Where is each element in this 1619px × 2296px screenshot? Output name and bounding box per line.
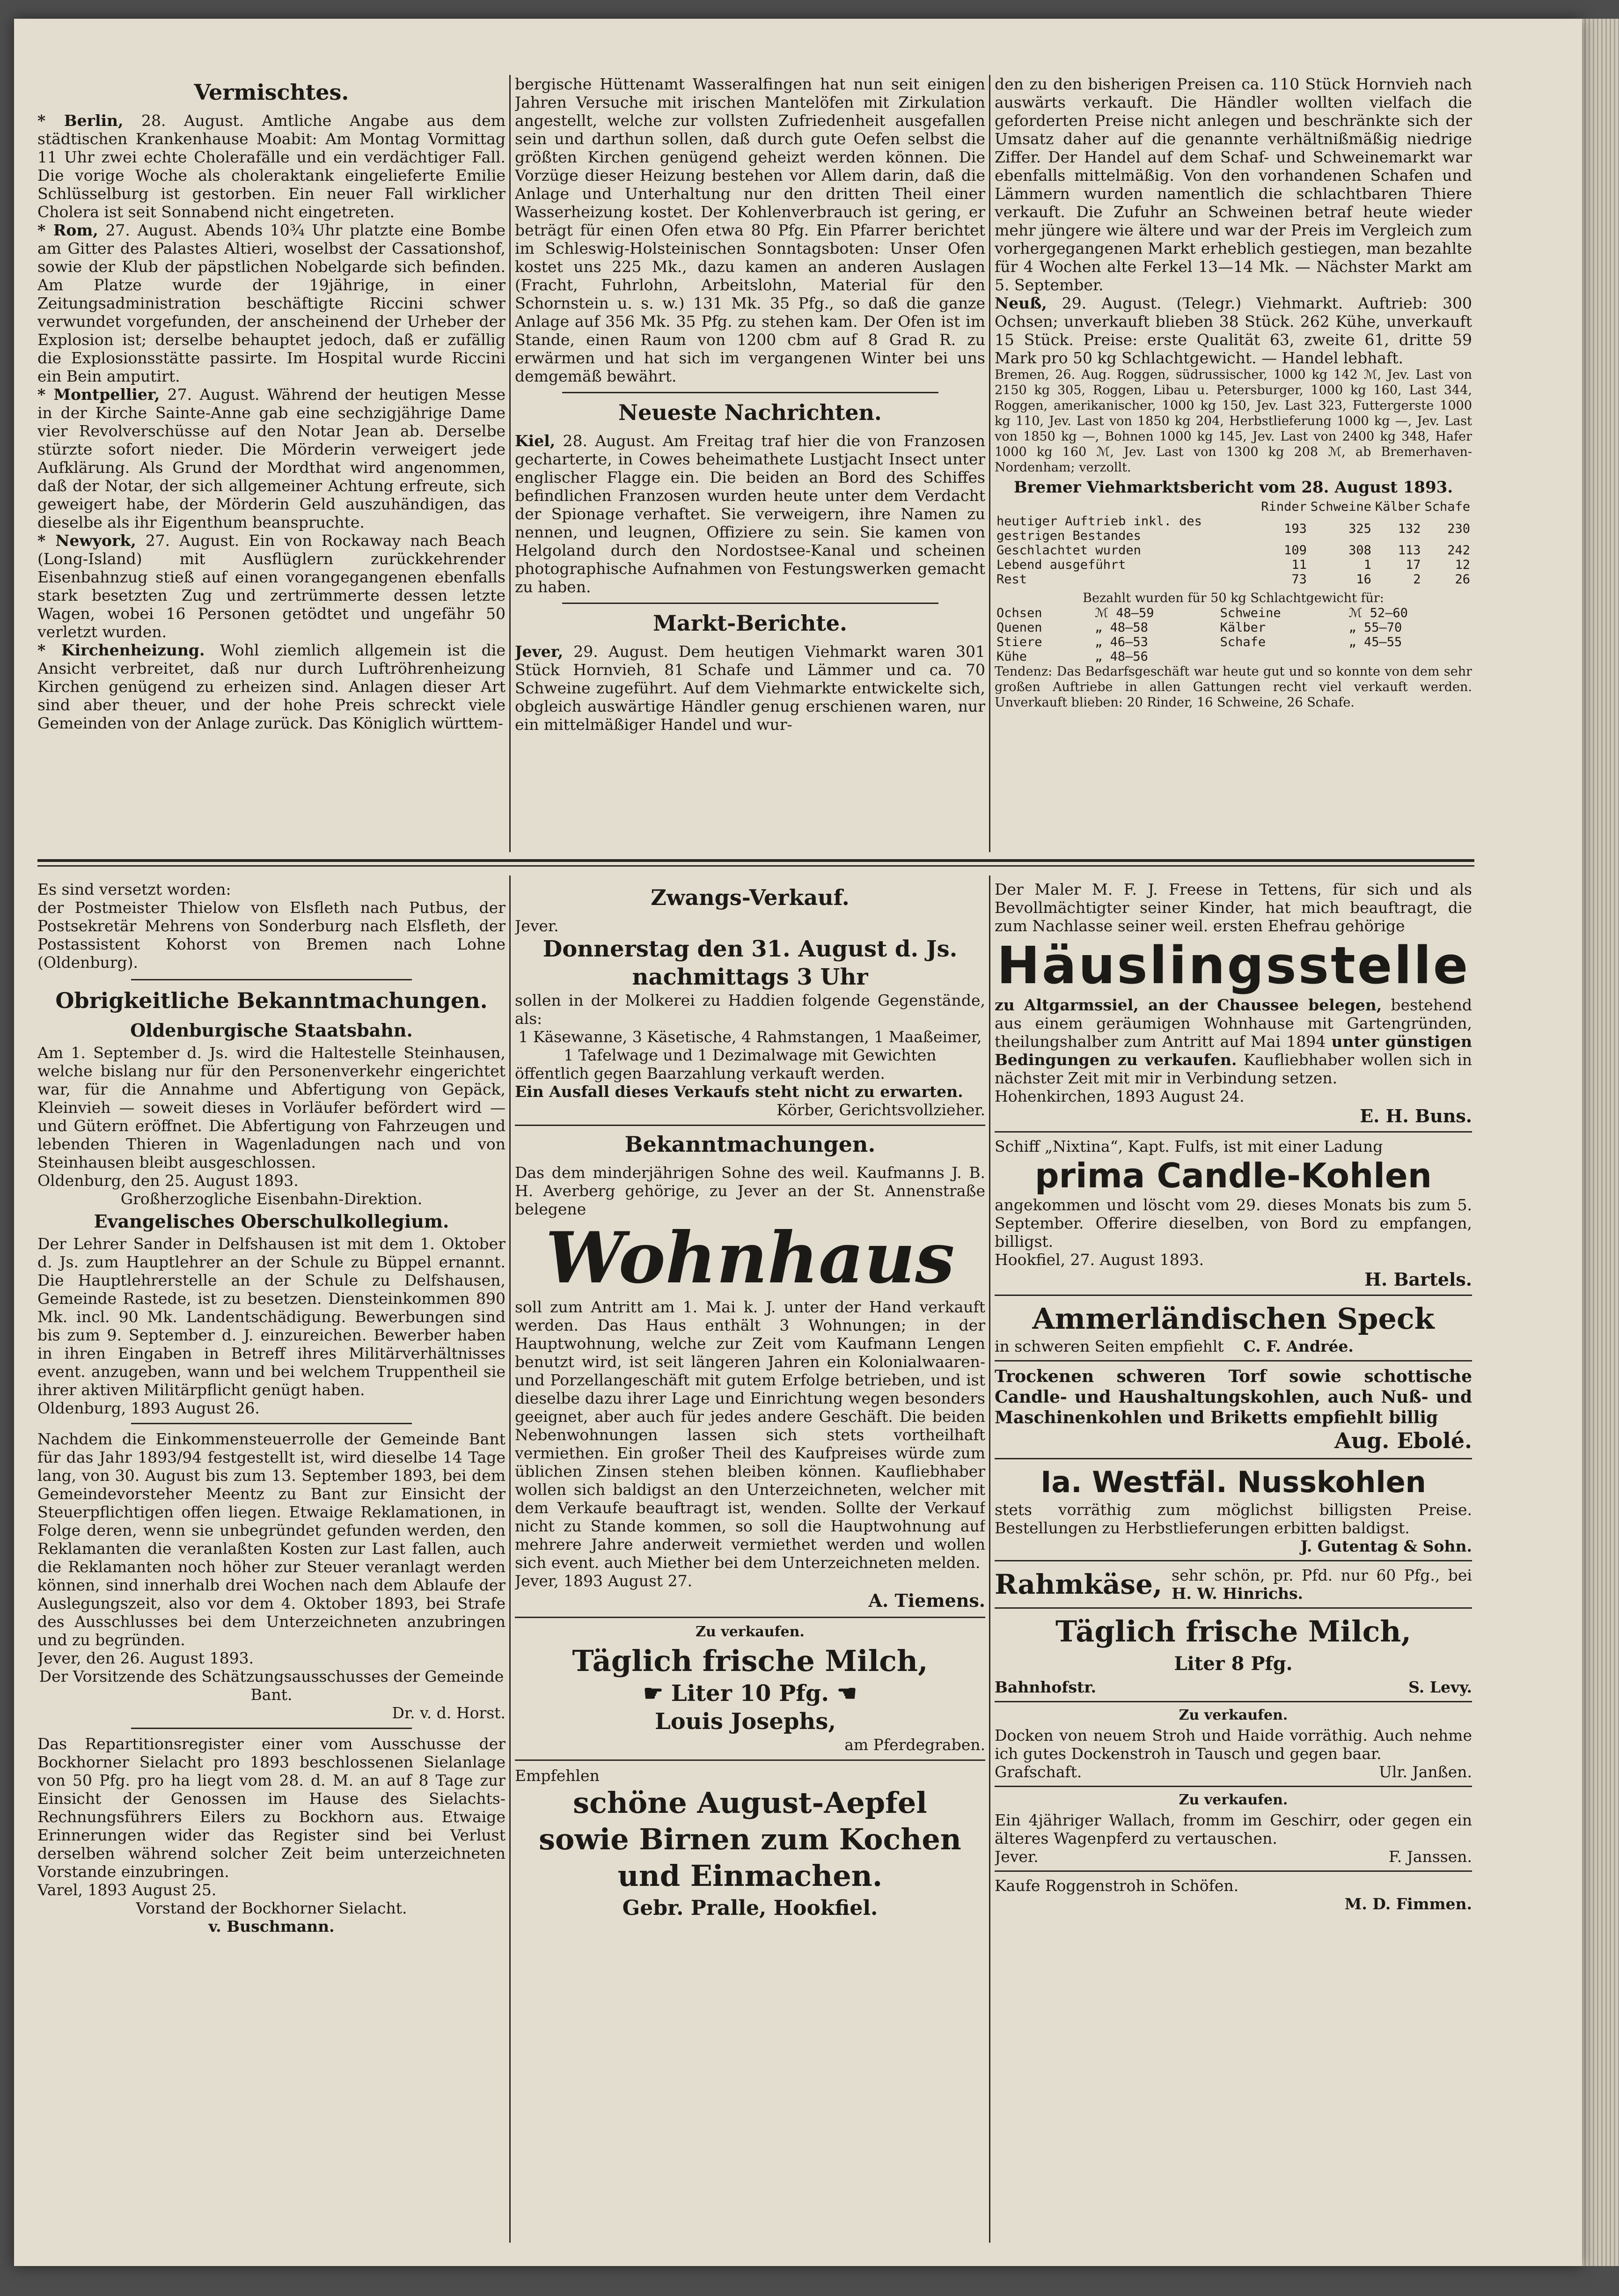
price-table [995, 606, 1472, 664]
transfer-intro: Es sind versetzt worden: [37, 880, 231, 898]
ad-text: Der Maler M. F. J. Freese in Tettens, für sich und als Bevollmächtigter seiner Kinder, hat mich beauftragt, die zum Nachlasse seiner weil. ersten Ehefrau gehörige [995, 880, 1472, 935]
ad-text: Das dem minderjährigen Sohne des weil. Kaufmanns J. B. H. Averberg gehörige, zu Jever an der St. Annenstraße belegene [515, 1163, 985, 1218]
notice-signature: Vorstand der Bockhorner Sielacht. [136, 1899, 407, 1917]
ad-divider [995, 1295, 1472, 1296]
ad-headline: sowie Birnen zum Kochen [539, 1822, 961, 1856]
article-divider [562, 603, 938, 604]
notice-date: Jever, den 26. August 1893. [37, 1649, 254, 1667]
table-row: Lebend ausgeführt 11 1 17 12 [996, 558, 1470, 572]
ad-divider [995, 1560, 1472, 1561]
ad-divider [995, 1458, 1472, 1459]
ad-divider [515, 1617, 985, 1618]
ad-signature: M. D. Fimmen. [1344, 1895, 1472, 1913]
table-row: Geschlachtet wurden 109 308 113 242 [996, 543, 1470, 558]
column-notices [37, 880, 505, 2243]
notice-text: Nachdem die Einkommensteuerrolle der Gemeinde Bant für das Jahr 1893/94 festgestellt ist, wird dieselbe 14 Tage lang, von 30. August bis zum 13. September 1893, bei dem Gemeindevorsteher Meentz zu Bant zur Einsicht der Steuerpflichtigen offen liegen. Etwaige Reklamationen, in Folge deren, wenn sie unbegründet gefunden werden, den Reklamanten die veranlaßten Kosten zur Last fallen, auch die Reklamanten noch höher zur Steuer veranlagt werden können, sind innerhalb drei Wochen nach dem Ablaufe der Auslegungszeit, also vor dem 4. Oktober 1893, bei Strafe des Ausschlusses bei dem Unterzeichneten anzubringen und zu begründen. [37, 1430, 505, 1649]
ad-date: Hohenkirchen, 1893 August 24. [995, 1087, 1245, 1105]
ad-divider [515, 1125, 985, 1126]
market-report-heading: Bremer Viehmarktsbericht vom 28. August 1893. [1013, 478, 1453, 497]
column-advertisements-2 [515, 880, 985, 2243]
table-row: heutiger Auftrieb inkl. des gestrigen Bestandes 193 325 132 230 [996, 514, 1470, 543]
column-rule [509, 75, 511, 852]
ad-place: Jever. [515, 917, 559, 935]
notice-text: Der Lehrer Sander in Delfshausen ist mit dem 1. Oktober d. Js. zum Hauptlehrer an der Schule zu Büppel ernannt. Die Hauptlehrerstelle an der Schule zu Delfshausen, Gemeinde Rastede, ist zu besetzen. Diensteinkommen 890 Mk. incl. 90 Mk. Landentschädigung. Bewerbungen sind bis zum 9. September d. J. einzureichen. Bewerber haben in ihren Eingaben in Betreff ihres Militärverhältnisses event. anzugeben, wann und bei welchem Truppentheil sie ihrer aktiven Militärpflicht genügt haben. [37, 1235, 505, 1399]
ad-divider [995, 1607, 1472, 1609]
notice-text: Am 1. September d. Js. wird die Haltestelle Steinhausen, welche bislang nur für den Personenverkehr eingerichtet war, für die Annahme und Abfertigung von Gepäck, Kleinvieh — soweit dieses in Vorläufer befördert wird — und Gütern eröffnet. Die Abfertigung von Fahrzeugen und lebenden Thieren in Wagenladungen nach und von Steinhausen bleibt ausgeschlossen. [37, 1044, 505, 1171]
article-divider [131, 1423, 412, 1424]
ad-signature: Körber, Gerichtsvollzieher. [777, 1101, 985, 1119]
ad-headline: Ammerländischen Speck [1032, 1302, 1435, 1336]
notice-signature: Der Vorsitzende des Schätzungsausschusses der Gemeinde Bant. [39, 1667, 504, 1704]
ad-text: Docken von neuem Stroh und Haide vorräthig. Auch nehme ich gutes Dockenstroh in Tausch und gegen baar. [995, 1726, 1472, 1763]
notice-date: Varel, 1893 August 25. [37, 1881, 217, 1899]
ad-text: angekommen und löscht vom 29. dieses Monats bis zum 5. September. Offerire dieselben, von Bord zu empfangen, billigst. [995, 1196, 1472, 1251]
column-news [515, 75, 985, 852]
news-item: * Rom, 27. August. Abends 10¾ Uhr platzte eine Bombe am Gitter des Palastes Altieri, woselbst der Cassationshof, sowie der Klub der päpstlichen Nobelgarde sich befinden. Am Platze wurde der 19jährige, in einer Zeitungsadministration beschäftigte Riccini schwer verwundet vorgefunden, der anscheinend der Urheber der Explosion ist; derselbe behauptet jedoch, daß er zufällig die Explosionsstätte passirte. Im Hospital wurde Riccini ein Bein amputirt. [37, 221, 505, 385]
section-heading: Vermischtes. [194, 80, 349, 105]
ad-headline: prima Candle-Kohlen [1034, 1156, 1432, 1195]
ad-text: Schiff „Nixtina“, Kapt. Fulfs, ist mit einer Ladung [995, 1137, 1383, 1155]
ad-items: 1 Käsewanne, 3 Käsetische, 4 Rahmstangen, 1 Maaßeimer, 1 Tafelwage und 1 Dezimalwage mit Gewichten [518, 1028, 982, 1064]
ad-text: sehr schön, pr. Pfd. nur 60 Pfg., bei H. W. Hinrichs. [1172, 1566, 1472, 1603]
ad-text: soll zum Antritt am 1. Mai k. J. unter der Hand verkauft werden. Das Haus enthält 3 Wohnungen; in der Hauptwohnung, welche zur Zeit vom Kaufmann Lengen benutzt wird, ist seit längeren Jahren ein Kolonialwaaren- und Porzellangeschäft mit gutem Erfolge betrieben, und ist dieselbe dazu ihrer Lage und Einrichtung wegen besonders geeignet, aber auch für jedes andere Geschäft. Die beiden Nebenwohnungen lassen sich stets vortheilhaft vermiethen. Ein großer Theil des Kaufpreises würde zum üblichen Zinsen stehen bleiben können. Kaufliebhaber wollen sich baldigst an den Unterzeichneten, welcher mit dem Verkaufe beauftragt ist, wenden. Sollte der Verkauf nicht zu Stande kommen, so soll die Hauptwohnung auf mehrere Jahre anderweit vermiethet werden und wollen sich event. auch Miether bei dem Unterzeichneten melden. [515, 1298, 985, 1572]
newspaper-page [14, 19, 1582, 2266]
ad-divider [995, 1131, 1472, 1133]
column-advertisements-3 [995, 880, 1472, 2243]
ad-text: in schweren Seiten empfiehlt C. F. Andrée. [995, 1337, 1354, 1355]
ad-signature: Gebr. Pralle, Hookfiel. [622, 1896, 878, 1920]
ad-intro: Empfehlen [515, 1766, 600, 1785]
ad-signature: A. Tiemens. [868, 1590, 985, 1611]
ad-divider [995, 1360, 1472, 1361]
section-rule [37, 859, 1474, 862]
article-divider [131, 979, 412, 980]
notice-signature: v. Buschmann. [208, 1917, 335, 1935]
ad-date: Hookfiel, 27. August 1893. [995, 1251, 1204, 1269]
ad-headline: Täglich frische Milch, [1055, 1614, 1412, 1648]
ad-headline: und Einmachen. [617, 1859, 883, 1893]
column-rule [989, 876, 990, 2243]
pointing-hand-icon: ☚ [836, 1680, 857, 1707]
section-rule [37, 865, 1474, 867]
article-divider [562, 392, 938, 393]
ad-signature-row: Jever. F. Janssen. [995, 1847, 1472, 1866]
ad-text: öffentlich gegen Baarzahlung verkauft werden. [515, 1064, 885, 1082]
table-row: Stiere „ 46—53 Schafe „ 45—55 [996, 635, 1402, 649]
ad-divider [995, 1701, 1472, 1702]
column-market [995, 75, 1472, 852]
ad-date: Donnerstag den 31. August d. Js. [542, 936, 958, 962]
pointing-hand-icon: ☛ [643, 1680, 664, 1707]
notice-date: Oldenburg, den 25. August 1893. [37, 1171, 299, 1190]
notice-date: Oldenburg, 1893 August 26. [37, 1399, 260, 1417]
ad-headline: Häuslingsstelle [996, 935, 1470, 995]
section-heading: Markt-Berichte. [652, 611, 847, 636]
ad-headline: Ia. Westfäl. Nusskohlen [1040, 1465, 1426, 1499]
ad-address: am Pferdegraben. [844, 1736, 985, 1754]
notice-signature: Großherzogliche Eisenbahn-Direktion. [120, 1190, 423, 1208]
transfer-text: der Postmeister Thielow von Elsfleth nach Putbus, der Postsekretär Mehrens von Sonderburg nach Elsfleth, der Postassistent Kohorst von Bremen nach Lohne (Oldenburg). [37, 898, 505, 971]
ad-text: Kaufe Roggenstroh in Schöfen. [995, 1877, 1239, 1895]
news-item: Kiel, 28. August. Am Freitag traf hier die von Franzosen gecharterte, in Cowes beheimathete Lustjacht Insect unter englischer Flagge ein. Die beiden an Bord des Schiffes befindlichen Franzosen wurden heute unter dem Verdacht der Spionage verhaftet. Sie verweigern, ihre Namen zu nennen, und leugnen, Offiziere zu sein. Sie kamen von Helgoland durch den Nordostsee-Kanal und scheinen photographische Aufnahmen von Festungswerken gemacht zu haben. [515, 432, 985, 596]
notice-signature: Dr. v. d. Horst. [392, 1704, 505, 1722]
ad-price: ☛ Liter 10 Pfg. ☚ [643, 1680, 857, 1707]
ad-headline: schöne August-Aepfel [573, 1786, 927, 1820]
news-item: * Newyork, 27. August. Ein von Rockaway nach Beach (Long-Island) mit Ausflüglern zurückkehrender Eisenbahnzug stieß auf einen vorangegangenen ebenfalls stark besetzten Zug und zertrümmerte dessen letzte Wagen, wobei 16 Personen getödtet und ungefähr 50 verletzt wurden. [37, 531, 505, 641]
ad-signature: H. Bartels. [1364, 1269, 1472, 1290]
article-continuation: bergische Hüttenamt Wasseralfingen hat nun seit einigen Jahren Versuche mit irischen Mantelöfen mit Zirkulation angestellt, welche zur vollsten Zufriedenheit ausgefallen sein und darthun sollen, daß durch gute Oefen selbst die größten Kirchen genügend geheizt werden können. Die Vorzüge dieser Heizung bestehen vor Allem darin, daß die Anlage und Unterhaltung nur den dritten Theil einer Wasserheizung kostet. Der Kohlenverbrauch ist gering, er beträgt für einen Ofen etwa 80 Pfg. Ein Pfarrer berichtet im Schleswig-Holsteinischen Sonntagsboten: Unser Ofen kostet uns 225 Mk., dazu kamen an anderen Auslagen (Fracht, Fuhrlohn, Arbeitslohn, Material für den Schornstein u. s. w.) 131 Mk. 35 Pfg., so daß die ganze Anlage auf 356 Mk. 35 Pfg. zu stehen kam. Der Ofen ist im Stande, einen Raum von 1200 cbm auf 8 Grad R. zu erwärmen und hat sich im vergangenen Winter bei uns demgemäß bewährt. [515, 75, 985, 385]
ad-price: Liter 8 Pfg. [1174, 1653, 1293, 1675]
news-item: Neuß, 29. August. (Telegr.) Viehmarkt. Auftrieb: 300 Ochsen; unverkauft blieben 38 Stück. 262 Kühe, unverkauft 15 Stück. Preise: erste Qualität 63, zweite 61, dritte 59 Mark pro 50 kg Schlachtgewicht. — Handel lebhaft. [995, 294, 1472, 367]
column-rule [989, 75, 990, 852]
ad-text: sollen in der Molkerei zu Haddien folgende Gegenstände, als: [515, 991, 985, 1028]
ad-signature-row: Bahnhofstr. S. Levy. [995, 1678, 1472, 1696]
section-heading: Obrigkeitliche Bekanntmachungen. [55, 988, 488, 1013]
ad-signature: Louis Josephs, [654, 1708, 836, 1735]
market-tendency: Tendenz: Das Bedarfsgeschäft war heute gut und so konnte von dem sehr großen Auftriebe in allen Gattungen recht viel verkauft werden. Unverkauft blieben: 20 Rinder, 16 Schweine, 26 Schafe. [995, 664, 1472, 710]
ad-signature: Aug. Ebolé. [1334, 1428, 1472, 1453]
news-item: * Kirchenheizung. Wohl ziemlich allgemein ist die Ansicht verbreitet, daß nur durch Luftröhrenheizung Kirchen genügend zu erheizen sind. Anlagen dieser Art sind aber theuer, und der hohe Preis schreckt viele Gemeinden von der Anlage zurück. Das Königlich württem- [37, 641, 505, 732]
ad-date: Jever, 1893 August 27. [515, 1572, 693, 1590]
ad-heading: Zwangs-Verkauf. [651, 885, 850, 910]
price-caption: Bezahlt wurden für 50 kg Schlachtgewicht für: [1083, 591, 1384, 605]
ad-divider [515, 1759, 985, 1761]
article-continuation: den zu den bisherigen Preisen ca. 110 Stück Hornvieh nach auswärts verkauft. Die Händler wollten vielfach die geforderten Preise nicht anlegen und beschränkte sich der Umsatz daher auf die genannte verhältnißmäßig niedrige Ziffer. Der Handel auf dem Schaf- und Schweinemarkt war ebenfalls mittelmäßig. Von den vorhandenen Schafen und Lämmern wurden namentlich die schlachtbaren Thiere verkauft. Die Zufuhr an Schweinen betraf heute wieder mehr jüngere wie ältere und war der Preis im Vergleich zum vorhergegangenen Markt erheblich gestiegen, man bezahlte für 4 Wochen alte Ferkel 13—14 Mk. — Nächster Markt am 5. September. [995, 75, 1472, 294]
news-item: * Montpellier, 27. August. Während der heutigen Messe in der Kirche Sainte-Anne gab eine sechzigjährige Dame vier Revolverschüsse auf den Notar Jean ab. Derselbe stürzte sofort nieder. Die Mörderin verweigert jede Aufklärung. Als Grund der Mordthat wird angenommen, daß der Notar, der sich allgemeiner Achtung erfreute, sich geweigert habe, der Mörderin Geld auszuhändigen, das dieselbe als ihr Eigenthum beanspruchte. [37, 385, 505, 531]
ad-text: Trockenen schweren Torf sowie schottische Candle- und Haushaltungskohlen, auch Nuß- und Maschinenkohlen und Briketts empfiehlt billig [995, 1367, 1472, 1428]
table-row: Ochsen ℳ 48—59 Schweine ℳ 52—60 [996, 606, 1408, 620]
grain-prices: Bremen, 26. Aug. Roggen, südrussischer, 1000 kg 142 ℳ, Jev. Last von 2150 kg 305, Roggen, Libau u. Petersburger, 1000 kg 160, Last 344, Roggen, amerikanischer, 1000 kg 150, Jev. Last 323, Futtergerste 1000 kg 110, Jev. Last von 1850 kg 204, Herbstlieferung 1000 kg —, Jev. Last von 1850 kg —, Bohnen 1000 kg 145, Jev. Last von 2400 kg 348, Hafer 1000 kg 160 ℳ, Jev. Last von 1300 kg 208 ℳ, ab Bremerhaven-Nordenham; verzollt. [995, 368, 1472, 475]
ad-text: zu Altgarmssiel, an der Chaussee belegen, bestehend aus einem geräumigen Wohnhause mit Gartengründen, theilungshalber zum Antritt auf Mai 1894 unter günstigen Bedingungen zu verkaufen. Kaufliebhaber wollen sich in nächster Zeit mit mir in Verbindung setzen. [995, 996, 1472, 1087]
notice-heading: Oldenburgische Staatsbahn. [130, 1020, 413, 1041]
table-header-row: Rinder Schweine Kälber Schafe [1261, 500, 1470, 514]
ad-text: stets vorräthig zum möglichst billigsten Preise. Bestellungen zu Herbstlieferungen erbitten baldigst. [995, 1501, 1472, 1537]
ad-signature: J. Gutentag & Sohn. [1300, 1537, 1472, 1555]
cattle-table [995, 500, 1472, 587]
ad-divider [995, 1786, 1472, 1787]
ad-heading: Zu verkaufen. [696, 1624, 805, 1640]
ad-bold-text: Ein Ausfall dieses Verkaufs steht nicht zu erwarten. [515, 1082, 963, 1101]
ad-heading: Bekanntmachungen. [624, 1132, 876, 1157]
ad-row [995, 1566, 1472, 1603]
ad-text: Ein 4jähriger Wallach, fromm im Geschirr, oder gegen ein älteres Wagenpferd zu vertauschen. [995, 1811, 1472, 1847]
ad-headline: Rahmkäse, [995, 1568, 1163, 1600]
ad-headline: Wohnhaus [545, 1217, 955, 1299]
column-vermischtes [37, 75, 505, 852]
section-heading: Neueste Nachrichten. [618, 400, 882, 425]
table-row: Quenen „ 48—58 Kälber „ 55—70 [996, 620, 1402, 635]
notice-text: Das Repartitionsregister einer vom Ausschusse der Bockhorner Sielacht pro 1893 beschlossenen Sielanlage von 50 Pfg. pro ha liegt vom 28. d. M. an auf 8 Tage zur Einsicht der Genossen im Hause des Sielachts-Rechnungsführers Eilers zu Bockhorn aus. Etwaige Erinnerungen wider das Register sind bei Verlust derselben während solcher Zeit beim unterzeichneten Vorstande einzubringen. [37, 1735, 505, 1881]
ad-heading: Zu verkaufen. [1179, 1792, 1288, 1808]
news-item: Jever, 29. August. Dem heutigen Viehmarkt waren 301 Stück Hornvieh, 81 Schafe und Lämmer und ca. 70 Schweine zugeführt. Auf dem Viehmarkte entwickelte sich, obgleich auswärtige Händler genug erschienen waren, nur ein mittelmäßiger Handel und wur- [515, 642, 985, 734]
table-row: Rest 73 16 2 26 [996, 572, 1470, 587]
ad-divider [995, 1870, 1472, 1872]
notice-heading: Evangelisches Oberschulkollegium. [94, 1211, 449, 1232]
article-divider [131, 1728, 412, 1729]
ad-signature: E. H. Buns. [1360, 1105, 1472, 1126]
ad-heading: Zu verkaufen. [1179, 1707, 1288, 1723]
table-row: Kühe „ 48—56 [996, 649, 1148, 664]
ad-headline: Täglich frische Milch, [572, 1644, 928, 1678]
ad-time: nachmittags 3 Uhr [632, 964, 868, 990]
ad-signature-row: Grafschaft. Ulr. Janßen. [995, 1763, 1472, 1781]
page-edge [1582, 19, 1619, 2266]
column-rule [509, 876, 511, 2243]
news-item: * Berlin, 28. August. Amtliche Angabe aus dem städtischen Krankenhause Moabit: Am Montag Vormittag 11 Uhr zwei echte Cholerafälle und ein verdächtiger Fall. Die vorige Woche als choleraktank eingelieferte Emilie Schlüsselburg ist gestorben. Ein neuer Fall wirklicher Cholera ist seit Sonnabend nicht eingetreten. [37, 111, 505, 221]
